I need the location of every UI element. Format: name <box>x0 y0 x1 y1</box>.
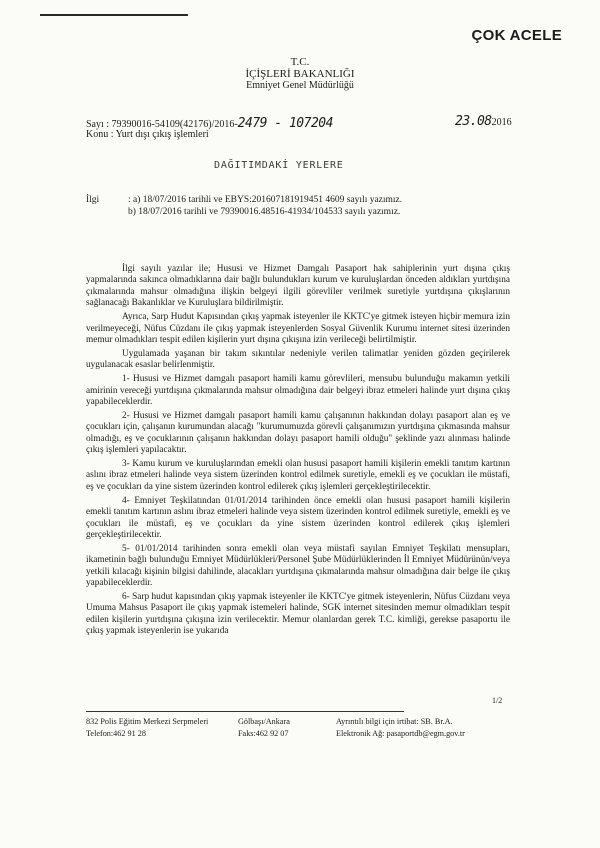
distribution-heading: DAĞITIMDAKİ YERLERE <box>214 160 344 171</box>
footer-rule <box>86 711 404 712</box>
paragraph: Uygulamada yaşanan bir takım sıkıntılar nedeniyle verilen talimatlar yeniden gözden geçirilerek uygulanacak esaslar belirlenmiştir. <box>86 348 510 371</box>
footer-email: Elektronik Ağ: pasaportdb@egm.gov.tr <box>336 729 465 738</box>
ilgi-label: İlgi <box>86 195 100 205</box>
letterhead-tc: T.C. <box>290 56 310 68</box>
paragraph: Ayrıca, Sarp Hudut Kapısından çıkış yapmak isteyenler ile KKTC'ye gitmek isteyen hiçbir memura izin verilmeyeceği, Nüfus Cüzdanı ile çıkış yapmak isteyenlerden Sosyal Güvenlik Kurumu internet sitesi üzerinden memur olmadıkları tespit edilen kişilerin yurt dışına çıkışına izin verileceği belirtilmiştir. <box>86 312 510 345</box>
paragraph: 5- 01/01/2014 tarihinden sonra emekli olan veya müstafi sayılan Emniyet Teşkilatı mensupları, ikametinin bağlı bulunduğu Emniyet Müdürlükleri/Personel Şube Müdürlüklerinden İl Emniyet Müdürünün/veya yetkili kılacağı kişinin bilgisi dahilinde, alacakları yurtdışına çıkmalarında mahsur olmadığına dair belge ile çıkış yapabileceklerdir. <box>86 543 510 589</box>
subject-line <box>86 129 209 140</box>
letterhead-ministry: İÇİŞLERİ BAKANLIĞI <box>245 68 355 80</box>
paragraph: 4- Emniyet Teşkilatından 01/01/2014 tarihinden önce emekli olan hususi pasaport hamili kişilerin emekli tanıtım kartının aslını ibraz etmeleri halinde veya sistem üzerinden kontrol edilmek suretiyle, emekli eş ve çocukları ile müstafi, eş ve çocukları da yine sistem üzerinden kontrol edilerek çıkış işlemleri gerçekleştirilecektir. <box>86 495 510 540</box>
ilgi-a: : a) 18/07/2016 tarihli ve EBYS:201607181919451 4609 sayılı yazımız. <box>128 195 403 205</box>
footer-address-block <box>86 716 208 740</box>
footer-fax: Faks:462 92 07 <box>238 729 289 738</box>
konu-value: : Yurt dışı çıkış işlemleri <box>110 129 209 140</box>
page-number: 1/2 <box>492 696 503 705</box>
handwritten-number: 2479 - 107204 <box>237 116 333 131</box>
ilgi-b: b) 18/07/2016 tarihli ve 79390016.48516-41934/104533 sayılı yazımız. <box>128 207 401 217</box>
letterhead-directorate: Emniyet Genel Müdürlüğü <box>246 80 354 91</box>
date-year: 2016 <box>491 117 512 128</box>
footer-address: 832 Polis Eğitim Merkezi Serpmeleri <box>86 717 209 726</box>
konu-label: Konu <box>86 129 109 140</box>
letterhead <box>0 56 600 92</box>
paragraph: 2- Hususi ve Hizmet damgalı pasaport hamili kamu çalışanının hakkından dolayı pasaport alan eş ve çocukları için, çalışanın kurumundan alacağı "kurumumuzda görevli çalışanımızın yurtdışına çıkmasında mahsur olmadığı, eş ve çocuklarının çalışanın hakkından dolayı pasaport hamili olduğu" şeklinde yazı alınması halinde çıkış işlemleri yapılacaktır. <box>86 410 510 456</box>
sayi-value: : 79390016-54109(42176)/2016- <box>106 119 238 130</box>
footer-contact: Ayrıntılı bilgi için irtibat: SB. Br.A. <box>336 717 453 726</box>
footer-city: Gölbaşı/Ankara <box>238 717 290 726</box>
top-rule <box>40 14 188 16</box>
paragraph: 1- Hususi ve Hizmet damgalı pasaport hamili kamu görevlileri, mensubu bulunduğu makamın yetkili amirinin vereceği yurtdışına çıkmalarında mahsur olmadığına dair belgeyi ibraz etmeleri halinde yurt dışına çıkış yapabileceklerdir. <box>86 374 510 407</box>
handwritten-date: 23.08 <box>455 114 492 129</box>
document-date <box>455 114 512 129</box>
paragraph: 3- Kamu kurum ve kuruluşlarından emekli olan hususi pasaport hamili kişilerin emekli tanıtım kartının aslını ibraz etmeleri halinde veya sistem üzerinden kontrol edilmek suretiyle, emekli eş ve çocukları ile müstafi, eş ve çocukları da yine sistem üzerinden kontrol edilerek çıkış işlemleri gerçekleştirilecektir. <box>86 459 510 492</box>
paragraph: İlgi sayılı yazılar ile; Hususi ve Hizmet Damgalı Pasaport hak sahiplerinin yurt dışına çıkış yapmalarında sakınca olmadıklarına dair bağlı bulundukları kurum ve kuruluşlardan önceden aldıkları yurtdışına çıkmalarında mahsur olmadığına ilişkin belgeyi ilgili görevliler verilmek suretiyle yurtdışına çıkışlarının sağlanacağı Bakanlıklar ve Kuruluşlara bildirilmiştir. <box>86 264 510 309</box>
letter-body <box>86 264 510 640</box>
footer-phone: Telefon:462 91 28 <box>86 729 146 738</box>
sayi-label: Sayı <box>86 119 104 130</box>
footer-city-block <box>238 716 290 740</box>
footer-contact-block <box>336 716 465 740</box>
paragraph: 6- Sarp hudut kapısından çıkış yapmak isteyenler ile KKTC'ye gitmek isteyenlerin, Nüfus Cüzdanı veya Umuma Mahsus Pasaport ile çıkış yapmak istemeleri halinde, SGK internet sitesinden memur olmadıkları tespit edilen kişilerin yurtdışına çıkışına izin verilecektir. Memur olanlardan gerek T.C. kimliği, gerekse pasaportu ile çıkış yapmak isteyenlerin ise yukarıda <box>86 591 510 637</box>
urgency-stamp: ÇOK ACELE <box>471 27 562 44</box>
references-block <box>86 194 402 218</box>
